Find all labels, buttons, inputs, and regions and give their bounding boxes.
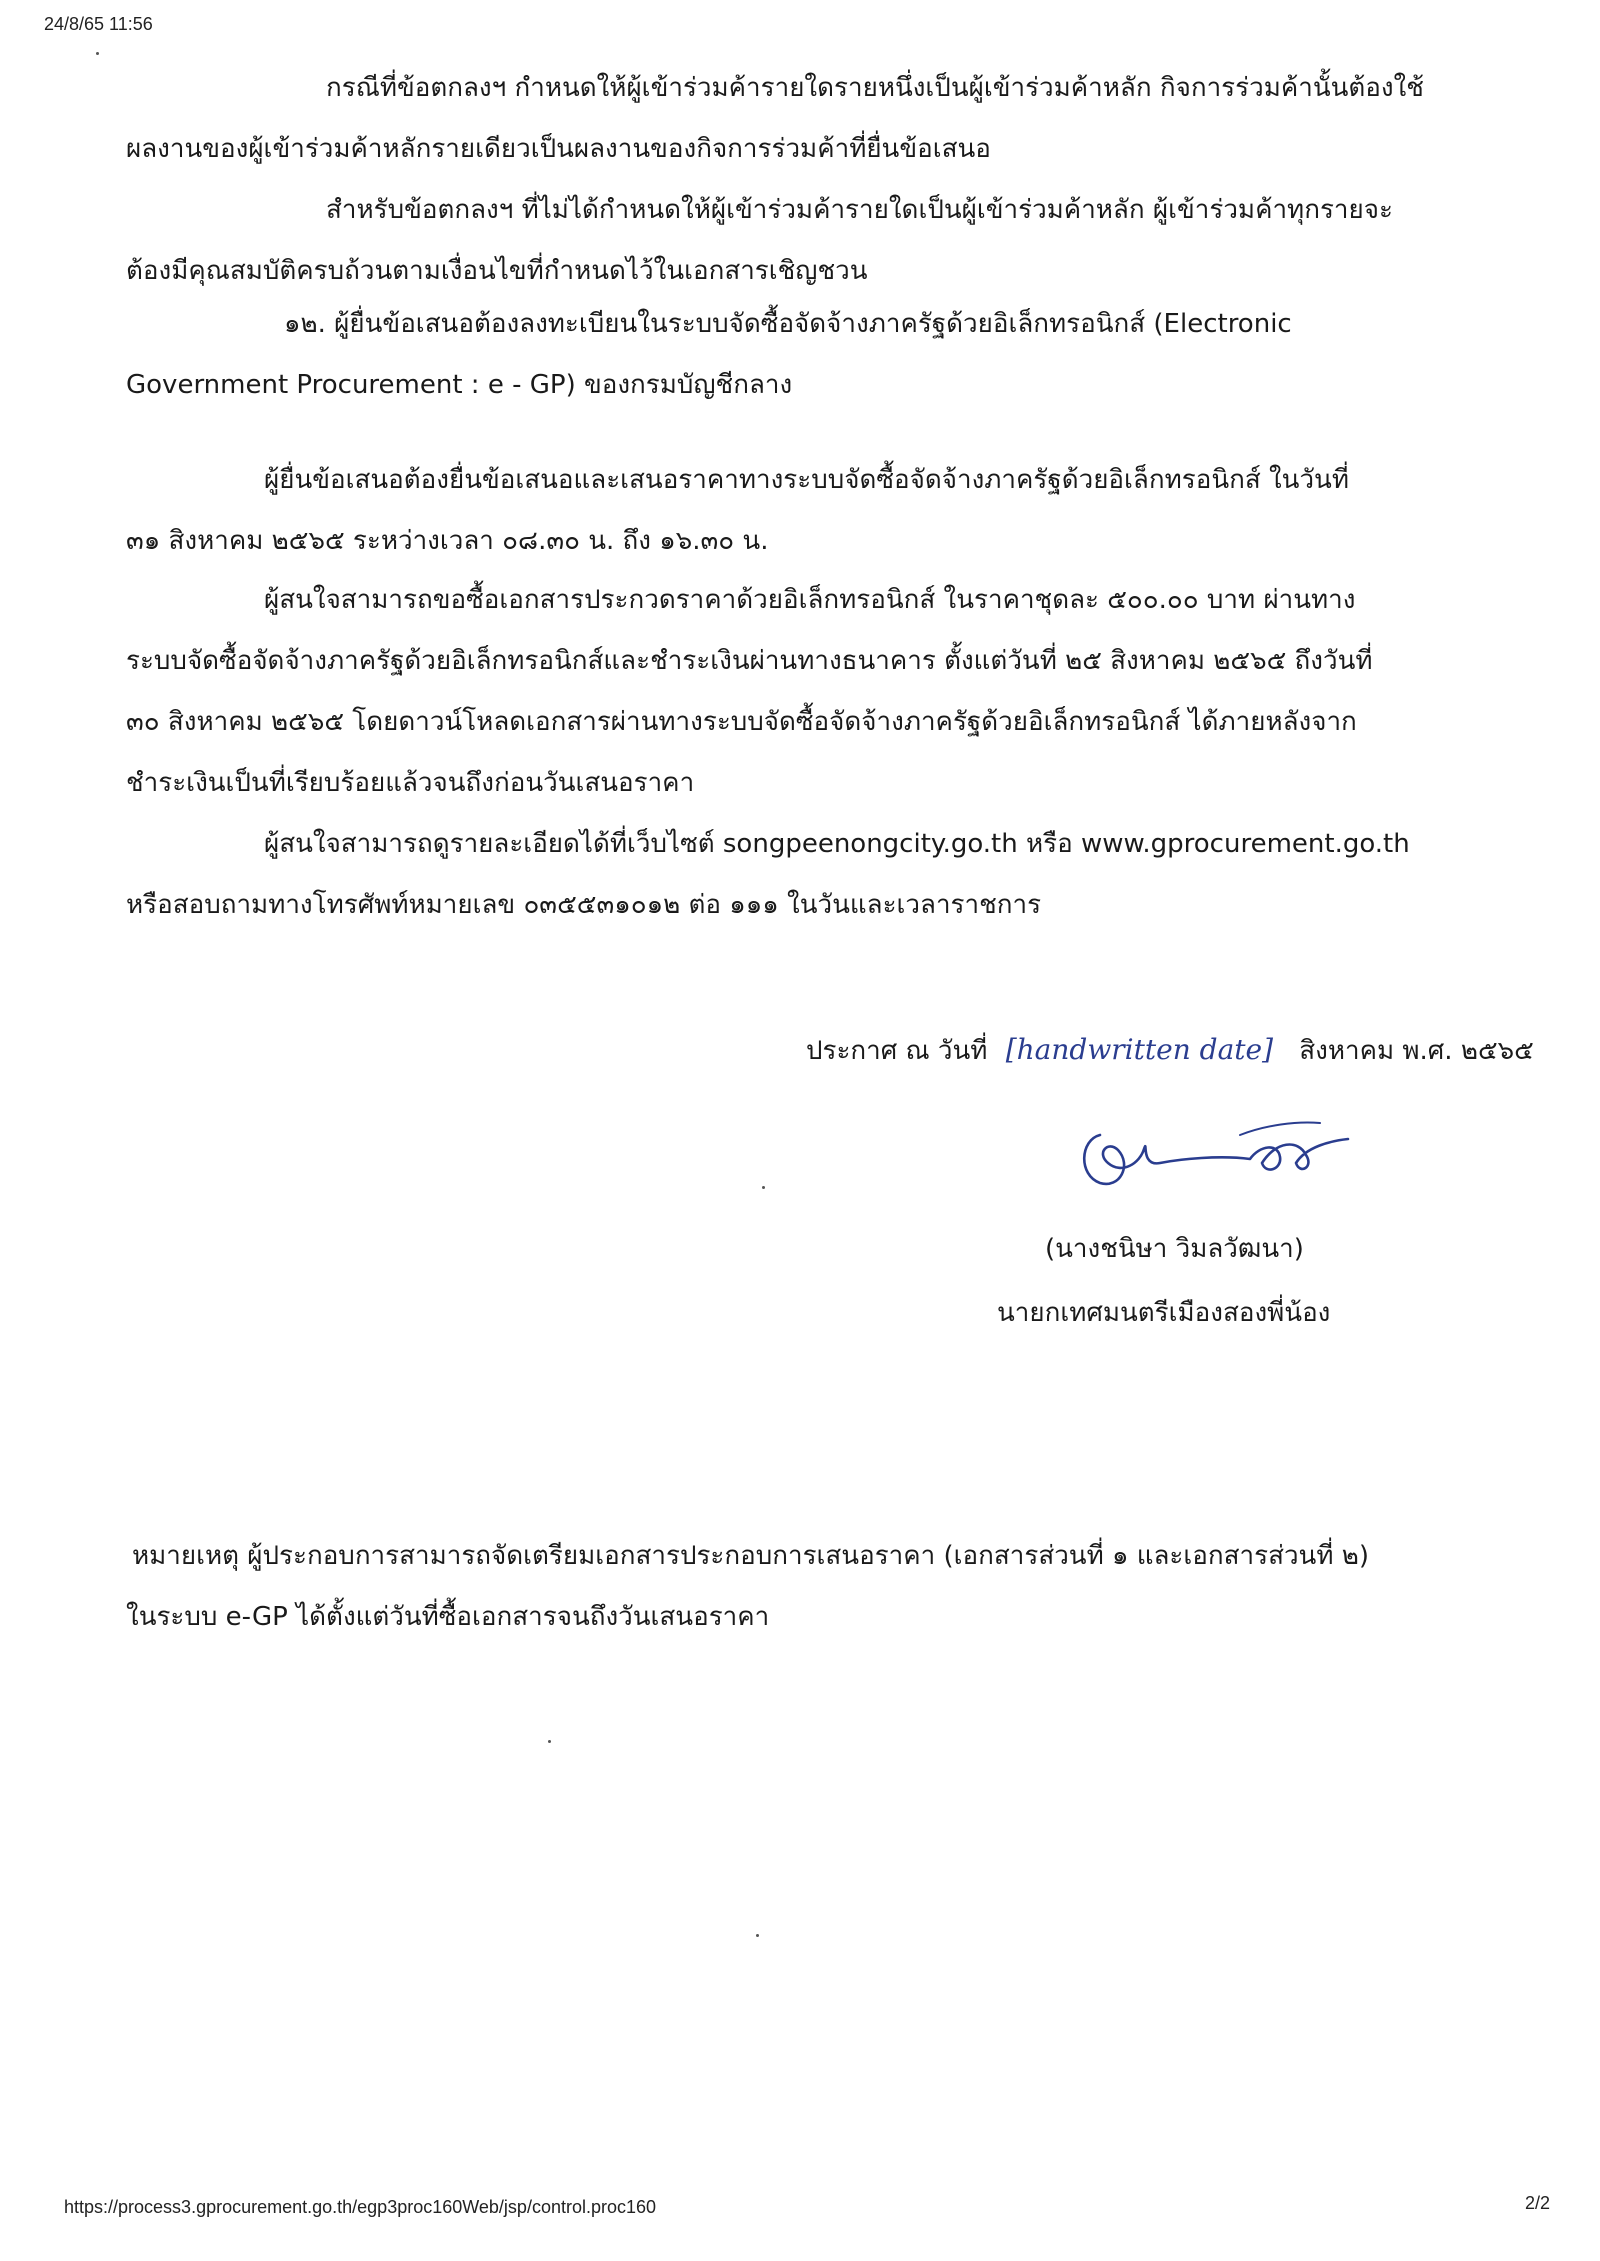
paragraph-document-purchase xyxy=(126,570,1476,814)
scan-speck xyxy=(756,1934,759,1937)
paragraph-no-lead-partner xyxy=(126,180,1476,302)
page-number: 2/2 xyxy=(1524,2193,1550,2213)
text-line: ในระบบ e-GP ได้ตั้งแต่วันที่ซื้อเอกสารจนถึงวันเสนอราคา xyxy=(126,1602,770,1632)
signature-image xyxy=(1070,1105,1360,1200)
text-line: ผลงานของผู้เข้าร่วมค้าหลักรายเดียวเป็นผลงานของกิจการร่วมค้าที่ยื่นข้อเสนอ xyxy=(126,134,991,164)
remark-note xyxy=(126,1526,1476,1648)
text-line: ระบบจัดซื้อจัดจ้างภาครัฐด้วยอิเล็กทรอนิกส์และชำระเงินผ่านทางธนาคาร ตั้งแต่วันที่ ๒๕ สิงหาคม ๒๕๖๕ ถึงวันที่ xyxy=(126,646,1373,676)
text-line: สำหรับข้อตกลงฯ ที่ไม่ได้กำหนดให้ผู้เข้าร่วมค้ารายใดเป็นผู้เข้าร่วมค้าหลัก ผู้เข้าร่วมค้าทุกรายจะ xyxy=(326,195,1393,225)
print-timestamp: 24/8/65 11:56 xyxy=(44,14,153,34)
scan-speck xyxy=(548,1740,551,1743)
text-line: Government Procurement : e - GP) ของกรมบัญชีกลาง xyxy=(126,370,793,400)
text-line: ๑๒. ผู้ยื่นข้อเสนอต้องลงทะเบียนในระบบจัดซื้อจัดจ้างภาครัฐด้วยอิเล็กทรอนิกส์ (Electronic xyxy=(284,309,1292,339)
clause-12-registration xyxy=(126,294,1476,416)
text-line: ผู้ยื่นข้อเสนอต้องยื่นข้อเสนอและเสนอราคาทางระบบจัดซื้อจัดจ้างภาครัฐด้วยอิเล็กทรอนิกส์ ในวันที่ xyxy=(264,465,1349,495)
scan-speck xyxy=(762,1186,765,1189)
print-url: https://process3.gprocurement.go.th/egp3proc160Web/jsp/control.proc160 xyxy=(64,2197,657,2217)
signatory-name: (นางชนิษา วิมลวัฒนา) xyxy=(1045,1234,1304,1264)
text-line: ๓๐ สิงหาคม ๒๕๖๕ โดยดาวน์โหลดเอกสารผ่านทางระบบจัดซื้อจัดจ้างภาครัฐด้วยอิเล็กทรอนิกส์ ได้ภายหลังจาก xyxy=(126,707,1357,737)
text-line: ๓๑ สิงหาคม ๒๕๖๕ ระหว่างเวลา ๐๘.๓๐ น. ถึง ๑๖.๓๐ น. xyxy=(126,526,769,556)
scan-speck xyxy=(96,52,99,55)
text-line: ต้องมีคุณสมบัติครบถ้วนตามเงื่อนไขที่กำหนดไว้ในเอกสารเชิญชวน xyxy=(126,256,868,286)
text-line: หรือสอบถามทางโทรศัพท์หมายเลข ๐๓๕๕๓๑๐๑๒ ต่อ ๑๑๑ ในวันและเวลาราชการ xyxy=(126,890,1042,920)
text-line: ผู้สนใจสามารถขอซื้อเอกสารประกวดราคาด้วยอิเล็กทรอนิกส์ ในราคาชุดละ ๕๐๐.๐๐ บาท ผ่านทาง xyxy=(264,585,1356,615)
announcement-suffix: สิงหาคม พ.ศ. ๒๕๖๕ xyxy=(1299,1036,1534,1066)
paragraph-contact-info xyxy=(126,814,1476,936)
announcement-date xyxy=(806,1030,1534,1071)
text-line: ผู้สนใจสามารถดูรายละเอียดได้ที่เว็บไซต์ songpeenongcity.go.th หรือ www.gprocurement.go.th xyxy=(264,829,1410,859)
handwritten-day: [handwritten date] xyxy=(1005,1033,1274,1066)
text-line: กรณีที่ข้อตกลงฯ กำหนดให้ผู้เข้าร่วมค้ารายใดรายหนึ่งเป็นผู้เข้าร่วมค้าหลัก กิจการร่วมค้านั้นต้องใช้ xyxy=(326,73,1424,103)
announcement-prefix: ประกาศ ณ วันที่ xyxy=(806,1036,988,1066)
text-line: ชำระเงินเป็นที่เรียบร้อยแล้วจนถึงก่อนวันเสนอราคา xyxy=(126,768,695,798)
signatory-position: นายกเทศมนตรีเมืองสองพี่น้อง xyxy=(997,1298,1331,1328)
paragraph-submission-date xyxy=(126,450,1476,572)
text-line: หมายเหตุ ผู้ประกอบการสามารถจัดเตรียมเอกสารประกอบการเสนอราคา (เอกสารส่วนที่ ๑ และเอกสารส่วนที่ ๒) xyxy=(132,1541,1370,1571)
paragraph-lead-partner xyxy=(126,58,1476,180)
